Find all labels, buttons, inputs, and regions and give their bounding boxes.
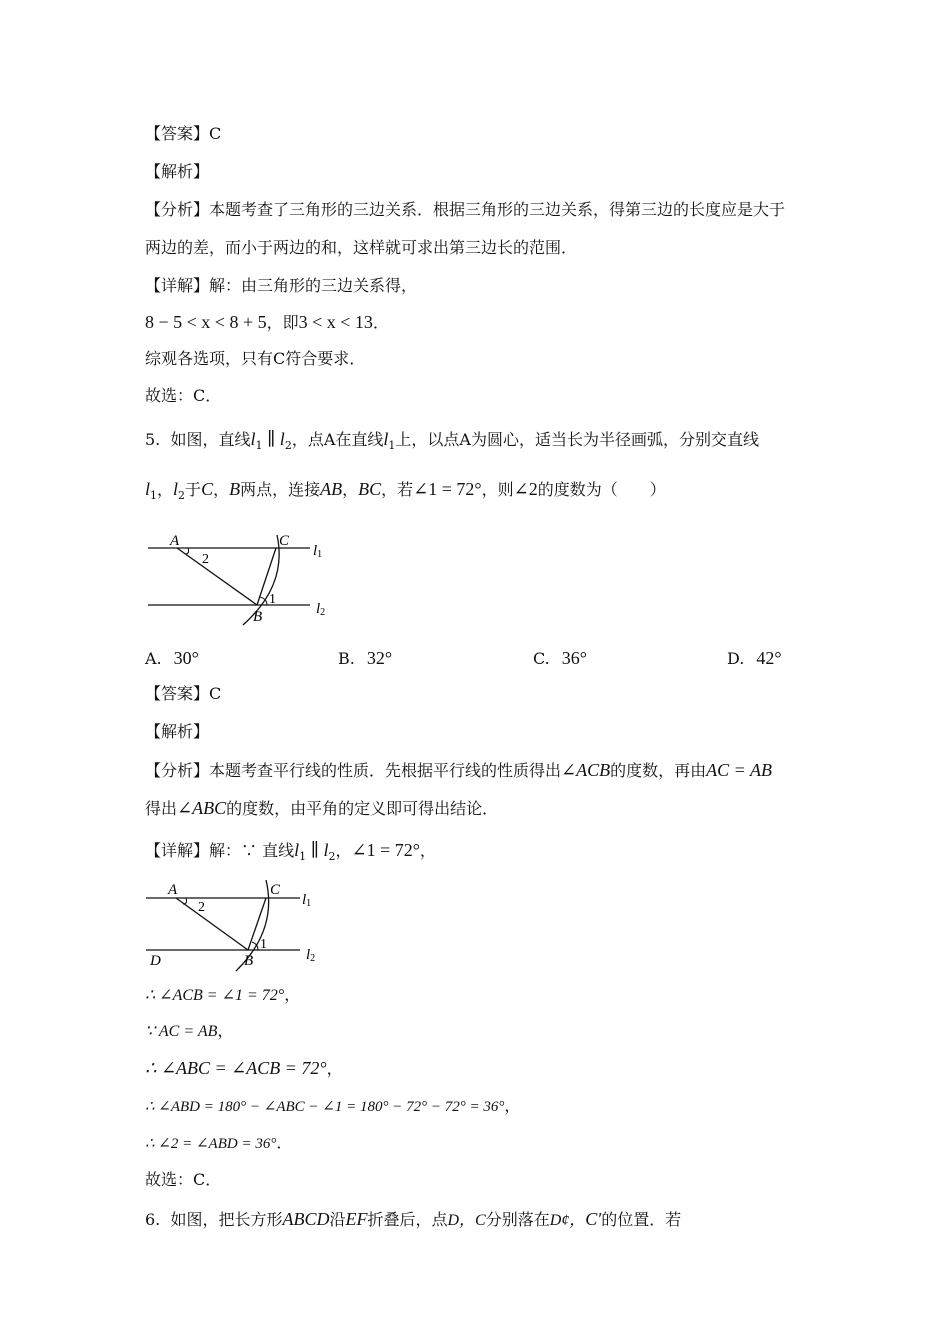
- label-d: D: [150, 953, 161, 969]
- segment-ab: [176, 898, 248, 950]
- q5-xiangjie: 【详解】解：∵ 直线$l_1$ ∥ $l_2$，∠1 = 72°，: [145, 840, 436, 863]
- q5-answer: 【答案】C: [145, 684, 222, 703]
- step-3: ∴ ∠ABC = ∠ACB = 72°，: [145, 1058, 343, 1078]
- inequality-a: 8 − 5 < x < 8 + 5: [145, 312, 267, 332]
- q5-select: 故选：C．: [145, 1170, 222, 1189]
- label-2: 2: [198, 900, 205, 915]
- fenxi-tag: 【分析】: [145, 200, 210, 219]
- option-c: C. 36°: [533, 648, 587, 668]
- label-b: B: [253, 609, 263, 625]
- q6-stem: 6. 如图，把长方形ABCD沿EF折叠后，点D，C分别落在D¢，C′的位置．若: [145, 1209, 682, 1229]
- q5-stem-2: $l_1$，$l_2$于C，B两点，连接AB，BC，若∠1 = 72°，则∠2的度数为（ ）: [145, 479, 666, 502]
- q4-fenxi-2: 两边的差，而小于两边的和，这样就可求出第三边长的范围．: [145, 238, 578, 257]
- q4-inequality: 8 − 5 < x < 8 + 5，即3 < x < 13．: [145, 312, 389, 332]
- label-2: 2: [202, 552, 209, 567]
- q4-xiangjie: 【详解】解：由三角形的三边关系得，: [145, 276, 418, 295]
- label-b: B: [244, 953, 254, 969]
- q5-figure-2: [140, 875, 340, 975]
- q5-fenxi-1: 【分析】本题考查平行线的性质．先根据平行线的性质得出∠ACB的度数，再由AC = AB: [145, 760, 772, 780]
- label-l1: l1: [313, 543, 323, 560]
- inequality-b: 3 < x < 13: [298, 312, 373, 332]
- q5-fenxi-2: 得出∠ABC的度数，由平角的定义即可得出结论．: [145, 798, 499, 818]
- angle-2-mark: [185, 548, 189, 554]
- step-4: ∴ ∠ABD = 180° − ∠ABC − ∠1 = 180° − 72° − 72° = 36°，: [145, 1096, 521, 1115]
- q4-select: 故选：C．: [145, 386, 222, 405]
- q4-summary: 综观各选项，只有C符合要求．: [145, 349, 366, 368]
- q4-jiexi: 【解析】: [145, 162, 210, 181]
- label-a: A: [170, 533, 180, 549]
- segment-ab: [177, 548, 257, 605]
- label-l1: l1: [302, 892, 312, 909]
- option-d: D. 42°: [727, 648, 782, 668]
- step-2: ∵ AC = AB，: [145, 1021, 234, 1040]
- q5-figure-1: [140, 525, 340, 630]
- label-l2: l2: [316, 601, 326, 618]
- label-1: 1: [269, 592, 276, 607]
- option-b: B. 32°: [338, 648, 393, 668]
- q5-jiexi: 【解析】: [145, 722, 210, 741]
- label-c: C: [279, 533, 290, 549]
- label-1: 1: [260, 937, 267, 952]
- q4-fenxi-1: 【分析】本题考查了三角形的三边关系．根据三角形的三边关系，得第三边的长度应是大于: [145, 200, 786, 219]
- step-5: ∴ ∠2 = ∠ABD = 36°．: [145, 1133, 293, 1152]
- q4-answer: 【答案】C: [145, 124, 222, 143]
- step-1: ∴ ∠ACB = ∠1 = 72°，: [145, 985, 301, 1004]
- label-l2: l2: [306, 947, 316, 964]
- q5-stem-1: 5. 如图，直线$l_1$ ∥ $l_2$，点A在直线$l_1$上，以点A为圆心，适当长为半径画弧，分别交直线: [145, 429, 759, 452]
- label-c: C: [270, 882, 281, 898]
- label-a: A: [168, 882, 178, 898]
- option-a: A. 30°: [145, 648, 199, 668]
